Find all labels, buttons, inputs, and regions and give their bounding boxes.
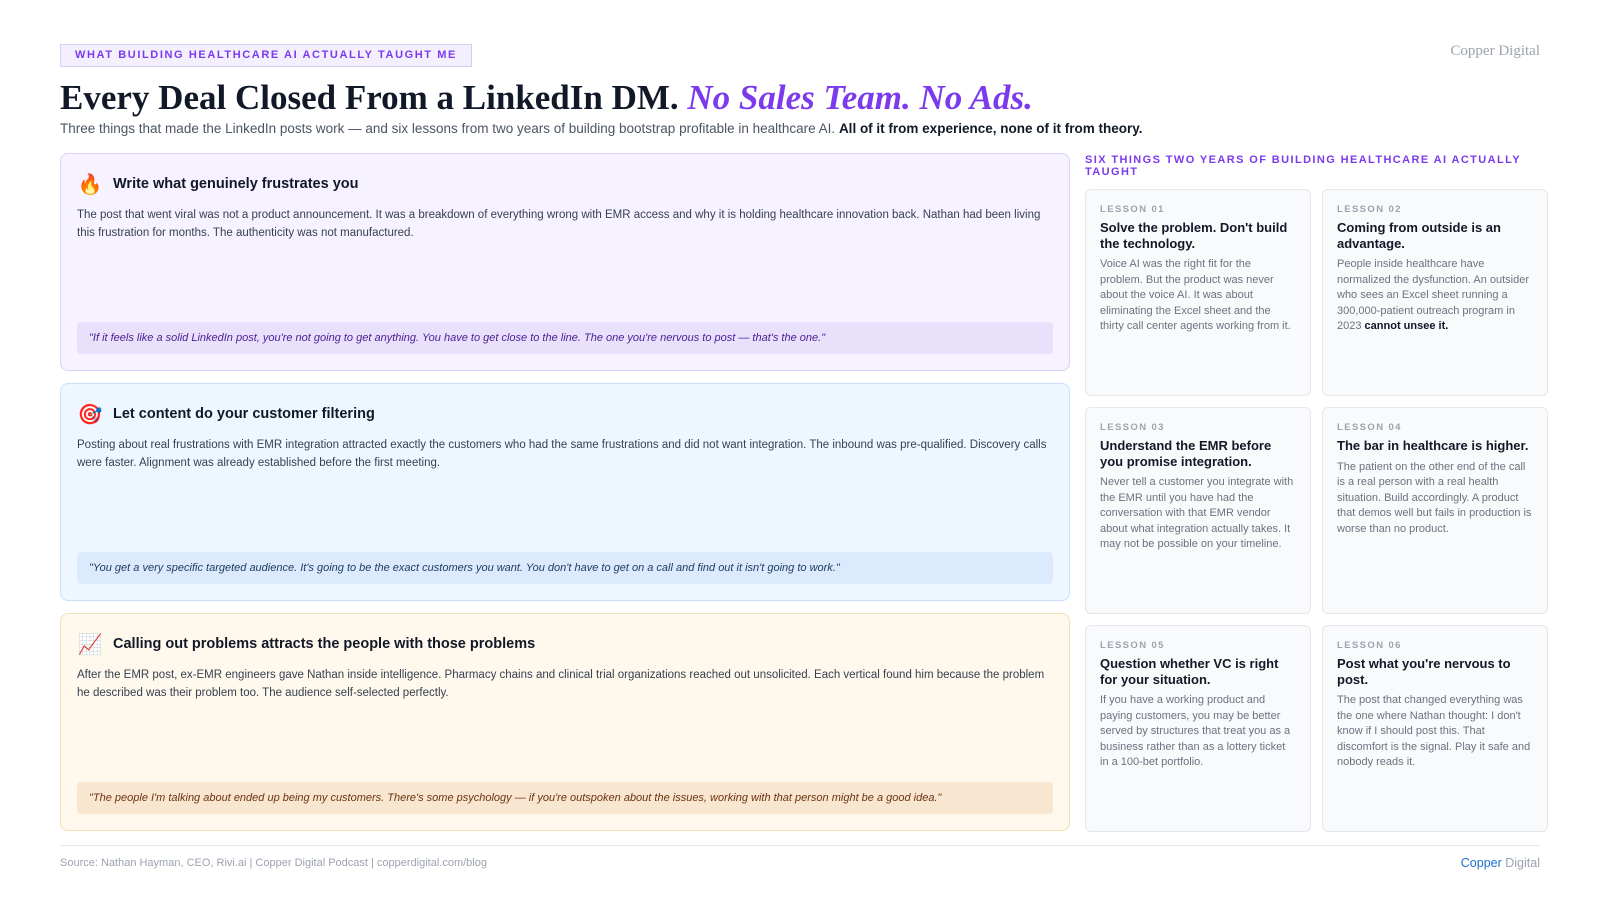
brand-logo-text: Copper Digital [1450,43,1540,59]
lesson-body: The patient on the other end of the call is a real person with a real health situation. Build accordingly. A product that demos well but fails in production is worse than no product. [1337,460,1532,535]
lesson-title: Post what you're nervous to post. [1337,656,1511,687]
footer-brand-digital: Digital [1505,856,1540,870]
headline-accent: No Sales Team. No Ads. [687,78,1033,117]
lesson-body: If you have a working product and paying customers, you may be better served by structures that treat you as a business rather than as a lottery ticket in a 100-bet portfolio. [1100,694,1291,768]
lesson-body: People inside healthcare have normalized the dysfunction. An outsider who sees an Excel sheet running a 300,000-patient outreach program in 2023 cannot unsee it. [1337,258,1530,332]
page-title [60,78,1033,118]
lesson-title: Question whether VC is right for your situation. [1100,656,1279,687]
lesson-card [1322,625,1548,832]
card-body: Posting about real frustrations with EMR integration attracted exactly the customers who had the same frustrations and did not want integration. The inbound was pre-qualified. Discovery calls were faster. Alignment was already established before the first meeting. [77,439,1047,469]
lesson-body: Voice AI was the right fit for the problem. But the product was never about the voice AI. It was about eliminating the Excel sheet and the thirty call center agents working from it. [1100,258,1291,332]
lesson-card [1085,189,1311,396]
lesson-number: LESSON 02 [1337,204,1402,215]
insight-card-frustrations [60,153,1070,371]
target-icon: 🎯 [77,403,103,426]
lesson-card [1085,625,1311,832]
lesson-title: The bar in healthcare is higher. [1337,438,1529,453]
lesson-number: LESSON 01 [1100,204,1165,215]
lessons-grid [1085,189,1548,832]
card-quote: "You get a very specific targeted audience. It's going to be the exact customers you want. You don't have to get on a call and find out it isn't going to work." [77,552,1053,584]
chart-increasing-icon: 📈 [77,633,103,656]
card-body: The post that went viral was not a product announcement. It was a breakdown of everything wrong with EMR access and why it is holding healthcare innovation back. Nathan had been living this frustration for months. The authenticity was not manufactured. [77,209,1041,239]
card-quote: "If it feels like a solid LinkedIn post, you're not going to get anything. You have to get close to the line. The one you're nervous to post — that's the one." [77,322,1053,354]
lesson-card [1322,189,1548,396]
card-title: Let content do your customer filtering [113,406,375,422]
headline-main: Every Deal Closed From a LinkedIn DM. [60,78,679,117]
insight-card-problems [60,613,1070,831]
subhead-text: Three things that made the LinkedIn posts work — and six lessons from two years of building bootstrap profitable in healthcare AI. [60,121,836,136]
insight-card-filtering [60,383,1070,601]
lesson-card [1322,407,1548,614]
lesson-title: Understand the EMR before you promise integration. [1100,438,1272,469]
footer-divider [60,845,1540,846]
lesson-card [1085,407,1311,614]
subhead-bold-text: All of it from experience, none of it from theory. [838,121,1143,136]
card-title: Calling out problems attracts the people with those problems [113,636,536,652]
card-quote: "The people I'm talking about ended up being my customers. There's some psychology — if you're outspoken about the issues, working with that person might be a good idea." [77,782,1053,814]
lesson-body: The post that changed everything was the one where Nathan thought: I don't know if I should post this. That discomfort is the signal. Play it safe and nobody reads it. [1337,694,1531,768]
card-body: After the EMR post, ex-EMR engineers gave Nathan inside intelligence. Pharmacy chains and clinical trial organizations reached out unsolicited. Each vertical found him because the problem he described was their problem too. The audience self-selected perfectly. [77,669,1045,699]
lesson-emphasis: cannot unsee it. [1364,320,1449,332]
source-citation: Source: Nathan Hayman, CEO, Rivi.ai | Copper Digital Podcast | copperdigital.com/blog [60,857,487,869]
subheading [60,121,1142,136]
lesson-body: Never tell a customer you integrate with the EMR until you have had the conversation with that EMR vendor about what integration actually takes. It may not be possible on your timeline. [1100,476,1294,550]
lessons-heading: SIX THINGS TWO YEARS OF BUILDING HEALTHCARE AI ACTUALLY TAUGHT [1085,154,1521,178]
lesson-number: LESSON 05 [1100,640,1165,651]
insight-cards [60,153,1070,843]
fire-icon: 🔥 [77,173,103,196]
lesson-title: Coming from outside is an advantage. [1337,220,1501,251]
lesson-number: LESSON 04 [1337,422,1402,433]
lesson-title: Solve the problem. Don't build the technology. [1100,220,1288,251]
section-tag: WHAT BUILDING HEALTHCARE AI ACTUALLY TAUGHT ME [60,44,472,67]
footer-brand [1461,856,1540,870]
lesson-number: LESSON 06 [1337,640,1402,651]
footer-brand-copper: Copper [1460,856,1502,870]
card-title: Write what genuinely frustrates you [113,176,359,192]
lesson-number: LESSON 03 [1100,422,1165,433]
